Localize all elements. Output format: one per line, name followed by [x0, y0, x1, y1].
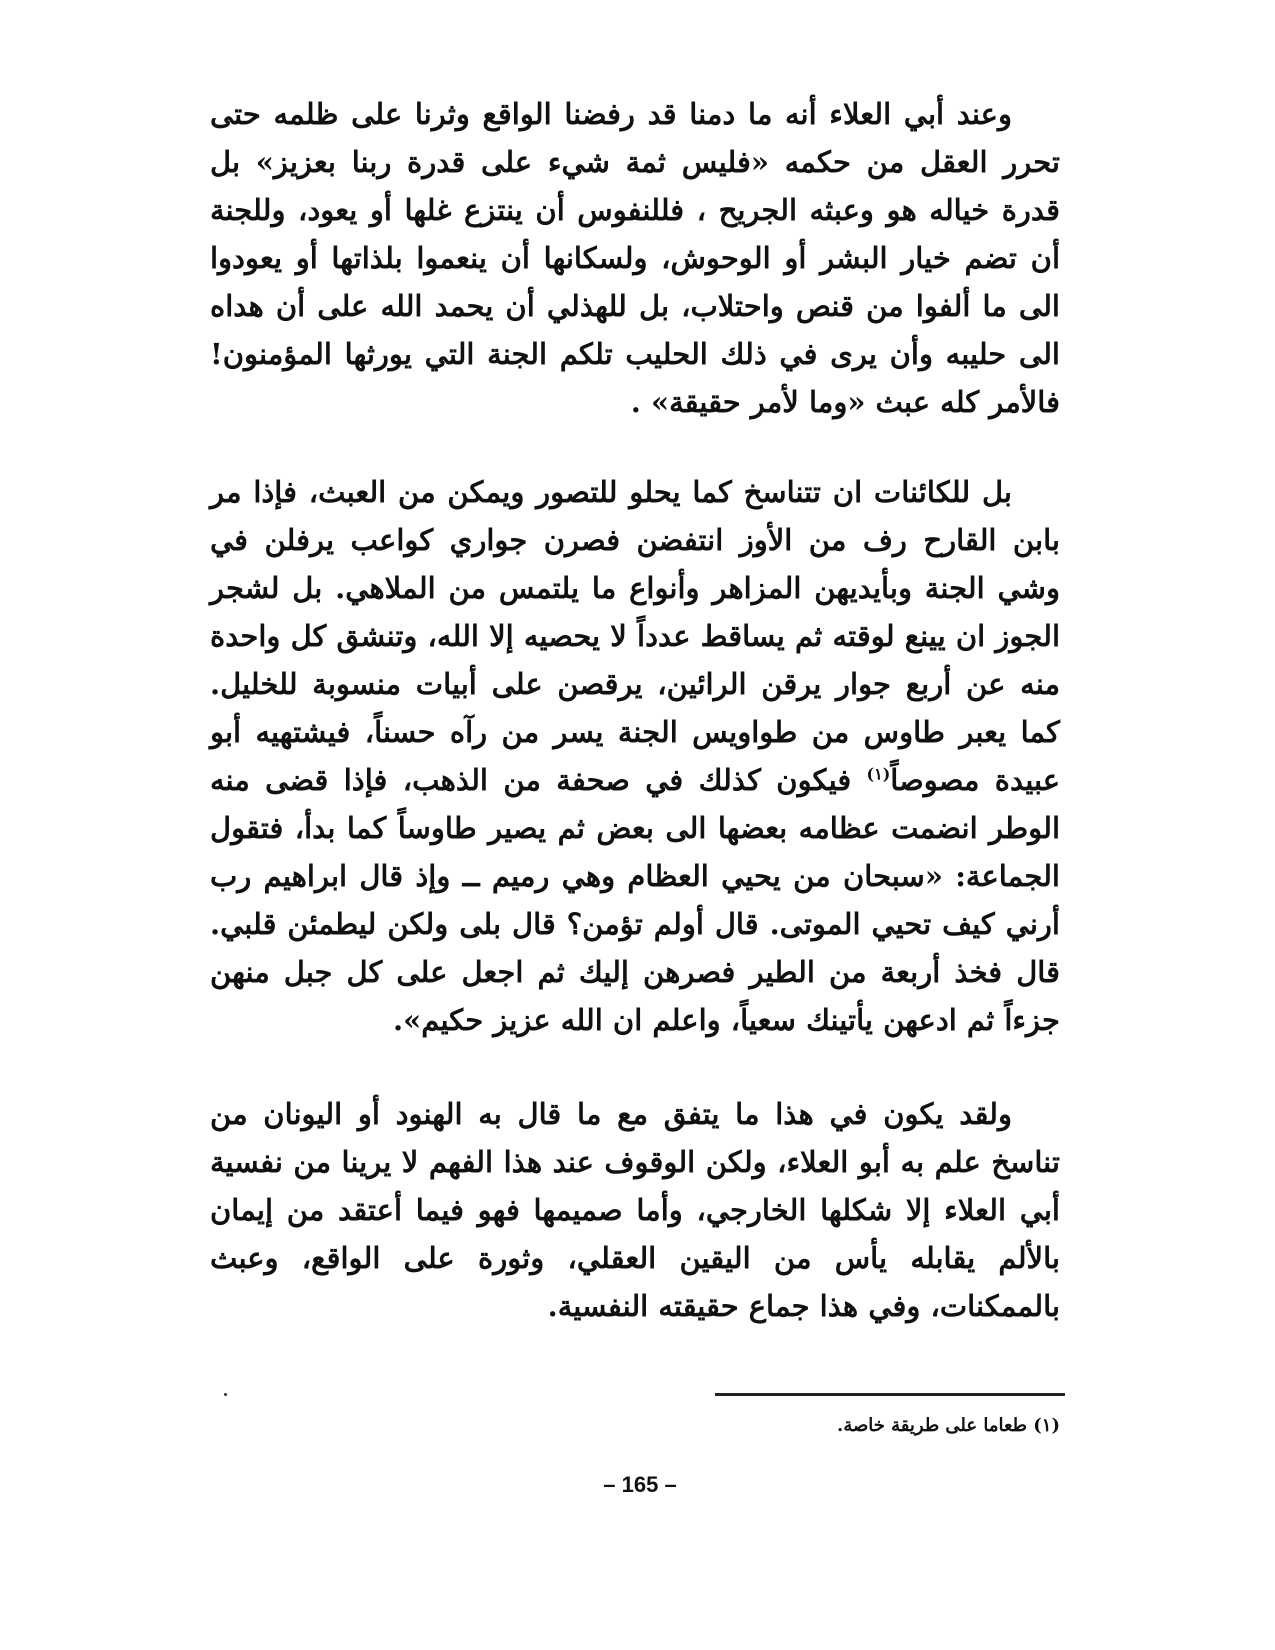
paragraph-3	[210, 1090, 1060, 1330]
paragraph-2	[210, 468, 1060, 1044]
paragraph-2-text-a: بل للكائنات ان تتناسخ كما يحلو للتصور ويمكن من العبث، فإذا مر بابن القارح رف من الأوز انتفضن فصرن جواري كواعب يرفلن في وشي الجنة وبأيديهن المزاهر وأنواع ما يلتمس من الملاهي. بل لشجر الجوز ان يينع لوقته ثم يساقط عدداً لا يحصيه إلا الله، وتنشق كل واحدة منه عن أربع جوار يرقن الرائين، يرقصن على أبيات منسوبة للخليل. كما يعبر طاوس من طواويس الجنة يسر من رآه حسناً، فيشتهيه أبو عبيدة مصوصاً	[210, 475, 1060, 797]
footnote-divider	[715, 1393, 1065, 1396]
paragraph-2-text-b: فيكون كذلك في صحفة من الذهب، فإذا قضى منه الوطر انضمت عظامه بعضها الى بعض ثم يصير طاوساً كما بدأ، فتقول الجماعة: «سبحان من يحيي العظام وهي رميم ــ وإذ قال ابراهيم رب أرني كيف تحيي الموتى. قال أولم تؤمن؟ قال بلى ولكن ليطمئن قلبي. قال فخذ أربعة من الطير فصرهن إليك ثم اجعل على كل جبل منهن جزءاً ثم ادعهن يأتينك سعياً، واعلم ان الله عزيز حكيم».	[210, 763, 1060, 1037]
footnote: (١) طعاما على طريقة خاصة.	[837, 1415, 1060, 1436]
paragraph-3-text: ولقد يكون في هذا ما يتفق مع ما قال به الهنود أو اليونان من تناسخ علم به أبو العلاء، ولكن الوقوف عند هذا الفهم لا يرينا من نفسية أبي العلاء إلا شكلها الخارجي، وأما صميمها فهو فيما أعتقد من إيمان بالألم يقابله يأس من اليقين العقلي، وثورة على الواقع، وعبث بالممكنات، وفي هذا جماع حقيقته النفسية.	[210, 1097, 1060, 1323]
footnote-marker: (١)	[866, 764, 891, 784]
paragraph-1	[210, 90, 1060, 426]
scan-speck	[224, 1393, 227, 1396]
paragraph-1-text: وعند أبي العلاء أنه ما دمنا قد رفضنا الواقع وثرنا على ظلمه حتى تحرر العقل من حكمه «فليس ثمة شيء على قدرة ربنا بعزيز» بل قدرة خياله هو وعبثه الجريح ، فللنفوس أن ينتزع غلها أو يعود، وللجنة أن تضم خيار البشر أو الوحوش، ولسكانها أن ينعموا بلذاتها أو يعودوا الى ما ألفوا من قنص واحتلاب، بل للهذلي أن يحمد الله على أن هداه الى حليبه وأن يرى في ذلك الحليب تلكم الجنة التي يورثها المؤمنون! فالأمر كله عبث «وما لأمر حقيقة» .	[210, 97, 1060, 419]
page-number: – 165 –	[603, 1472, 677, 1497]
